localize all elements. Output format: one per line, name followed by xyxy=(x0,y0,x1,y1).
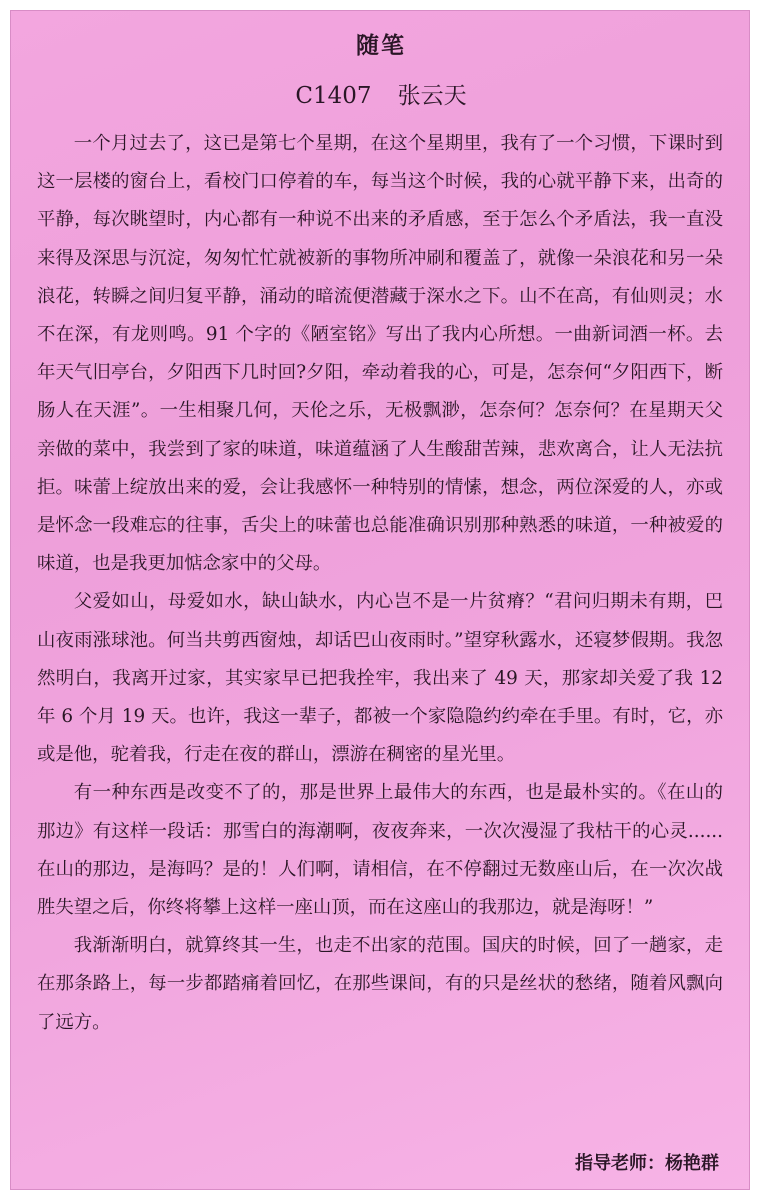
paragraph-2: 父爱如山，母爱如水，缺山缺水，内心岂不是一片贫瘠？“君问归期未有期，巴山夜雨涨球池。何当共剪西窗烛，却话巴山夜雨时。”望穿秋露水，还寝梦假期。我忽然明白，我离开过家，其实家早已把我拴牢，我出来了 49 天，那家却关爱了我 12 年 6 个月 19 天。也许，我这一辈子，都被一个家隐隐约约牵在手里。有时，它，亦或是他，驼着我，行走在夜的群山，漂游在稠密的星光里。 xyxy=(37,591,723,766)
paragraph-4: 我渐渐明白，就算终其一生，也走不出家的范围。国庆的时候，回了一趟家，走在那条路上，每一步都踏痛着回忆，在那些课间，有的只是丝状的愁绪，随着风飘向了远方。 xyxy=(37,935,723,1033)
teacher-credit: 指导老师：杨艳群 xyxy=(575,1153,719,1174)
paragraph-3: 有一种东西是改变不了的，那是世界上最伟大的东西，也是最朴实的。《在山的那边》有这样一段话：那雪白的海潮啊，夜夜奔来，一次次漫湿了我枯干的心灵......在山的那边，是海吗？是的！人们啊，请相信，在不停翻过无数座山后，在一次次战胜失望之后，你终将攀上这样一座山顶，而在这座山的我那边，就是海呀！” xyxy=(37,782,723,919)
class-code: C1407 xyxy=(295,83,372,109)
essay-title: 随笔 xyxy=(356,32,406,59)
essay-page xyxy=(10,10,750,1190)
byline xyxy=(11,77,750,110)
paragraph-1: 一个月过去了，这已是第七个星期，在这个星期里，我有了一个习惯，下课时到这一层楼的窗台上，看校门口停着的车，每当这个时候，我的心就平静下来，出奇的平静，每次眺望时，内心都有一种说不出来的矛盾感，至于怎么个矛盾法，我一直没来得及深思与沉淀，匆匆忙忙就被新的事物所冲刷和覆盖了，就像一朵浪花和另一朵浪花，转瞬之间归复平静，涌动的暗流便潜藏于深水之下。山不在高，有仙则灵；水不在深，有龙则鸣。91 个字的《陋室铭》写出了我内心所想。一曲新词酒一杯。去年天气旧亭台，夕阳西下几时回?夕阳，牵动着我的心，可是，怎奈何“夕阳西下，断肠人在天涯”。一生相聚几何，天伦之乐，无极飘渺，怎奈何？怎奈何？在星期天父亲做的菜中，我尝到了家的味道，味道蕴涵了人生酸甜苦辣，悲欢离合，让人无法抗拒。味蕾上绽放出来的爱，会让我感怀一种特别的情愫，想念，两位深爱的人，亦或是怀念一段难忘的往事，舌尖上的味蕾也总能准确识别那种熟悉的味道，一种被爱的味道，也是我更加惦念家中的父母。 xyxy=(37,133,723,575)
essay-body xyxy=(37,125,723,1042)
author-name: 张云天 xyxy=(397,83,467,109)
